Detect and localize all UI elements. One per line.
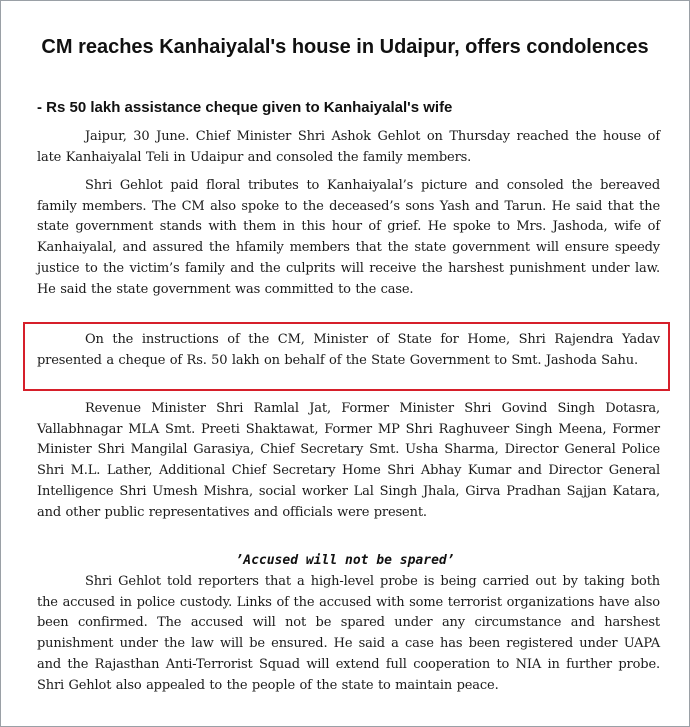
article-title: CM reaches Kanhaiyalal's house in Udaipur, offers condolences bbox=[41, 36, 649, 58]
paragraph-attendees: Revenue Minister Shri Ramlal Jat, Former Minister Shri Govind Singh Dotasra, Vallabhnagar MLA Smt. Preeti Shaktawat, Former MP Shri Raghuveer Singh Meena, Former Minister Shri Mangilal Garasiya, Chief Secretary Smt. Usha Sharma, Director General Police Shri M.L. Lather, Additional Chief Secretary Home Shri Abhay Kumar and Director General Intelligence Shri Umesh Mishra, social worker Lal Singh Jhala, Girva Pradhan Sajjan Katara, and other public representatives and officials were present. bbox=[37, 401, 660, 520]
section-heading: ’Accused will not be spared’ bbox=[235, 553, 455, 568]
paragraph-dateline: Jaipur, 30 June. Chief Minister Shri Ashok Gehlot on Thursday reached the house of late Kanhaiyalal Teli in Udaipur and consoled the family members. bbox=[37, 129, 660, 165]
paragraph-tributes: Shri Gehlot paid floral tributes to Kanhaiyalal’s picture and consoled the bereaved family members. The CM also spoke to the deceased’s sons Yash and Tarun. He said that the state government stands with them in this hour of grief. He spoke to Mrs. Jashoda, wife of Kanhaiyalal, and assured the hfamily members that the state government will ensure speedy justice to the victim’s family and the culprits will receive the harshest punishment under law. He said the state government was committed to the case. bbox=[37, 178, 660, 297]
paragraph-cheque-highlighted: On the instructions of the CM, Minister of State for Home, Shri Rajendra Yadav presented a cheque of Rs. 50 lakh on behalf of the State Government to Smt. Jashoda Sahu. bbox=[37, 332, 660, 368]
paragraph-probe: Shri Gehlot told reporters that a high-level probe is being carried out by taking both the accused in police custody. Links of the accused with some terrorist organizations have also been confirmed. The accused will not be spared under any circumstance and harshest punishment under the law will be ensured. He said a case has been registered under UAPA and the Rajasthan Anti-Terrorist Squad will extend full cooperation to NIA in further probe. Shri Gehlot also appealed to the people of the state to maintain peace. bbox=[37, 574, 660, 693]
article-subtitle: - Rs 50 lakh assistance cheque given to Kanhaiyalal's wife bbox=[37, 99, 453, 116]
